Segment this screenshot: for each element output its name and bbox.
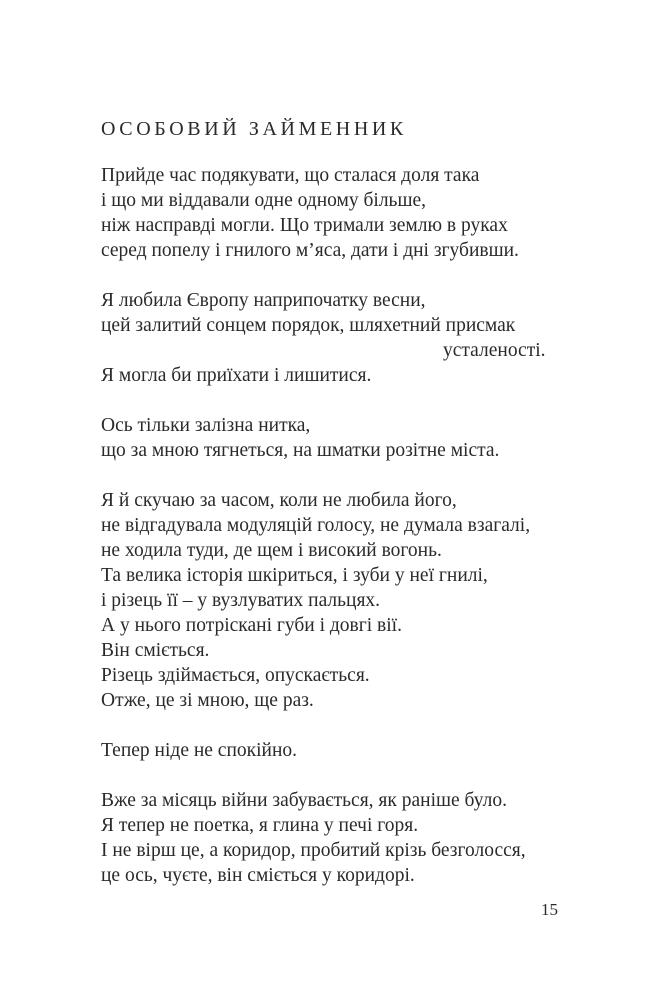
stanza bbox=[101, 788, 561, 888]
stanza bbox=[101, 488, 561, 713]
poem-line: Отже, це зі мною, ще раз. bbox=[101, 690, 314, 711]
stanza bbox=[101, 288, 561, 388]
poem-line: серед попелу і гнилого м’яса, дати і дні згубивши. bbox=[101, 240, 519, 261]
poem-line: Я тепер не поетка, я глина у печі горя. bbox=[101, 815, 419, 836]
poem-title: ОСОБОВИЙ ЗАЙМЕННИК bbox=[101, 118, 407, 140]
poem-line: Та велика історія шкіриться, і зуби у неї гнилі, bbox=[101, 565, 488, 586]
poem-line: Ось тільки залізна нитка, bbox=[101, 415, 311, 436]
poem-line: Різець здіймається, опускається. bbox=[101, 665, 370, 686]
poem-line: Тепер ніде не спокійно. bbox=[101, 740, 298, 761]
poem-line: Прийде час подякувати, що сталася доля така bbox=[101, 165, 480, 186]
poem-line: цей залитий сонцем порядок, шляхетний присмак bbox=[101, 315, 516, 336]
poem-line: що за мною тягнеться, на шматки розітне міста. bbox=[101, 440, 500, 461]
poem-line: І не вірш це, а коридор, пробитий крізь безголосся, bbox=[101, 840, 526, 861]
poem-line: А у нього потріскані губи і довгі вії. bbox=[101, 615, 402, 636]
poem-line: Вже за місяць війни забувається, як раніше було. bbox=[101, 790, 507, 811]
stanza bbox=[101, 163, 561, 263]
poem-line: ніж насправді могли. Що тримали землю в руках bbox=[101, 215, 508, 236]
poem-line: Я й скучаю за часом, коли не любила його, bbox=[101, 490, 457, 511]
poem-line-indented: усталеності. bbox=[443, 340, 546, 361]
stanza bbox=[101, 738, 561, 763]
page-number: 15 bbox=[541, 900, 558, 919]
poem-body bbox=[101, 163, 561, 913]
poem-line: Я любила Європу наприпочатку весни, bbox=[101, 290, 426, 311]
poem-line: і що ми віддавали одне одному більше, bbox=[101, 190, 426, 211]
poem-line: і різець її – у вузлуватих пальцях. bbox=[101, 590, 381, 611]
poem-line: це ось, чуєте, він сміється у коридорі. bbox=[101, 865, 415, 886]
poem-line: Я могла би приїхати і лишитися. bbox=[101, 365, 372, 386]
stanza bbox=[101, 413, 561, 463]
poem-line: не ходила туди, де щем і високий вогонь. bbox=[101, 540, 442, 561]
poem-line: не відгадувала модуляцій голосу, не думала взагалі, bbox=[101, 515, 531, 536]
poem-line: Він сміється. bbox=[101, 640, 210, 661]
